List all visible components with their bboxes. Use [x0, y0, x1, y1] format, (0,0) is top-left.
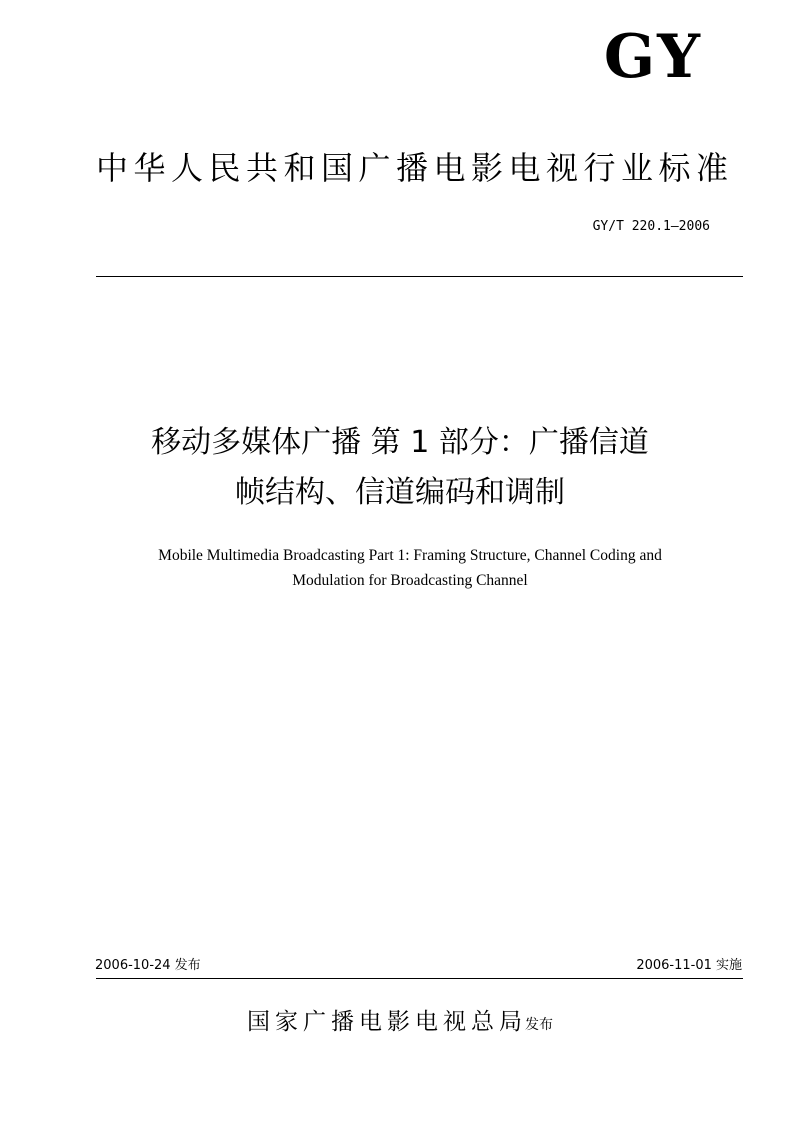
chinese-title-line-2: 帧结构、信道编码和调制	[235, 475, 565, 510]
issuer-organization: 国家广播电影电视总局	[247, 1009, 527, 1035]
implementation-date: 2006-11-01 实施	[636, 958, 742, 973]
english-title-line-2: Modulation for Broadcasting Channel	[292, 572, 528, 589]
standard-category-title: 中华人民共和国广播电影电视行业标准	[96, 149, 734, 187]
top-divider	[96, 276, 743, 277]
standard-number: GY/T 220.1—2006	[592, 219, 710, 234]
bottom-divider	[96, 978, 743, 979]
gy-logo: GY	[603, 22, 702, 92]
chinese-title-line-1: 移动多媒体广播 第 1 部分：广播信道	[151, 425, 649, 460]
issuer-suffix: 发布	[525, 1017, 553, 1033]
issuing-authority	[0, 1004, 800, 1043]
issue-date: 2006-10-24 发布	[95, 958, 201, 973]
english-title-line-1: Mobile Multimedia Broadcasting Part 1: Framing Structure, Channel Coding and	[158, 547, 662, 564]
